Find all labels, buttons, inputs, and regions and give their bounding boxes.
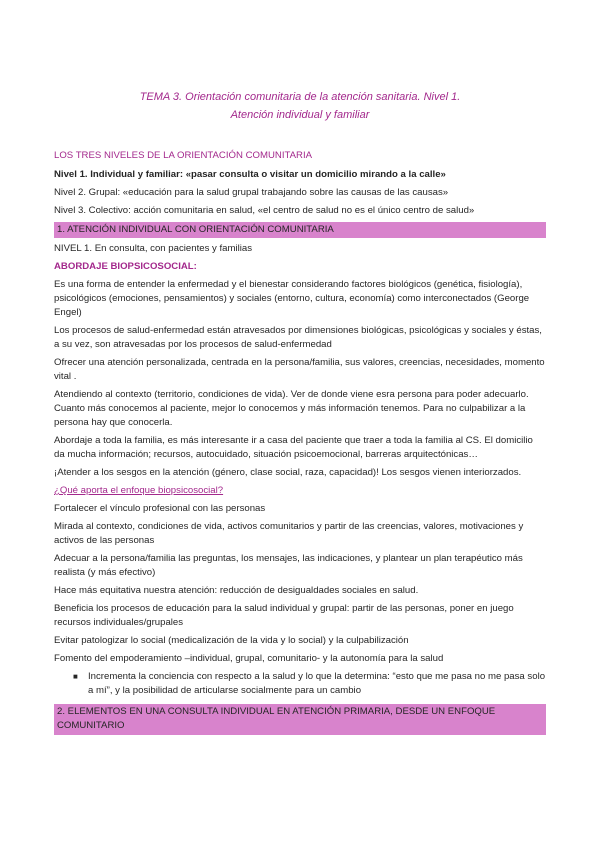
section-1-heading: 1. ATENCIÓN INDIVIDUAL CON ORIENTACIÓN COMUNITARIA — [54, 222, 546, 238]
paragraph: Ofrecer una atención personalizada, centrada en la persona/familia, sus valores, creencias, necesidades, momento vital . — [54, 357, 545, 382]
aporta-item: Evitar patologizar lo social (medicalización de la vida y lo social) y la culpabilización — [54, 635, 409, 646]
bullet-list — [54, 670, 546, 698]
list-item-text: Incrementa la conciencia con respecto a la salud y lo que la determina: “esto que me pasa no me pasa solo a mí”, y la posibilidad de articularse socialmente para un cambio — [88, 671, 546, 696]
paragraph: Atendiendo al contexto (territorio, condiciones de vida). Ver de donde viene esra persona para poder adecuarlo. Cuanto más conocemos al paciente, mejor lo conocemos y más información tenemos. Para no culpabilizar a la persona hay que conocerla. — [54, 389, 529, 428]
level-2-text: Nivel 2. Grupal: «educación para la salud grupal trabajando sobre las causas de las causas» — [54, 187, 449, 198]
section-2-heading: 2. ELEMENTOS EN UNA CONSULTA INDIVIDUAL EN ATENCIÓN PRIMARIA, DESDE UN ENFOQUE COMUNITARIO — [54, 704, 546, 735]
aporta-item: Hace más equitativa nuestra atención: reducción de desigualdades sociales en salud. — [54, 585, 419, 596]
title-line-1: TEMA 3. Orientación comunitaria de la atención sanitaria. Nivel 1. — [139, 91, 461, 103]
aporta-item: Mirada al contexto, condiciones de vida, activos comunitarios y partir de las creencias, valores, motivaciones y activos de las personas — [54, 521, 524, 546]
question-link[interactable] — [54, 484, 546, 498]
aporta-item: Adecuar a la persona/familia las preguntas, los mensajes, las indicaciones, y plantear un plan terapéutico más realista (y más efectivo) — [54, 553, 523, 578]
level-1-text: Nivel 1. Individual y familiar: «pasar consulta o visitar un domicilio mirando a la calle» — [54, 169, 446, 180]
list-item — [73, 670, 546, 698]
paragraph: ¡Atender a los sesgos en la atención (género, clase social, raza, capacidad)! Los sesgos vienen interiorzados. — [54, 467, 522, 478]
paragraph: Es una forma de entender la enfermedad y el bienestar considerando factores biológicos (genética, fisiología), psicológicos (emociones, pensamientos) y sociales (entorno, cultura, economía) como interconectados (George Engel) — [54, 279, 530, 318]
title-line-2: Atención individual y familiar — [230, 109, 370, 121]
aporta-item: Beneficia los procesos de educación para la salud individual y grupal: partir de las personas, poner en juego recursos individuales/grupales — [54, 603, 514, 628]
level-3-text: Nivel 3. Colectivo: acción comunitaria en salud, «el centro de salud no es el único centro de salud» — [54, 205, 475, 216]
aporta-item: Fomento del empoderamiento –individual, grupal, comunitario- y la autonomía para la salud — [54, 653, 444, 664]
square-bullet-icon: ■ — [73, 672, 78, 681]
aporta-item: Fortalecer el vínculo profesional con las personas — [54, 503, 266, 514]
abordaje-heading: ABORDAJE BIOPSICOSOCIAL: — [54, 261, 197, 272]
levels-heading: LOS TRES NIVELES DE LA ORIENTACIÓN COMUNITARIA — [54, 150, 313, 161]
document-title — [54, 88, 546, 124]
paragraph: Los procesos de salud-enfermedad están atravesados por dimensiones biológicas, psicológicas y sociales y éstas, a su vez, son atravesadas por los procesos de salud-enfermedad — [54, 325, 542, 350]
paragraph: Abordaje a toda la familia, es más interesante ir a casa del paciente que traer a toda la familia al CS. El domicilio da mucha información; recursos, autocuidado, situación psicoemocional, barreras arquitectónicas… — [54, 435, 533, 460]
question-link-text[interactable]: ¿Qué aporta el enfoque biopsicosocial? — [54, 485, 224, 496]
nivel-1-consulta-text: NIVEL 1. En consulta, con pacientes y familias — [54, 243, 253, 254]
